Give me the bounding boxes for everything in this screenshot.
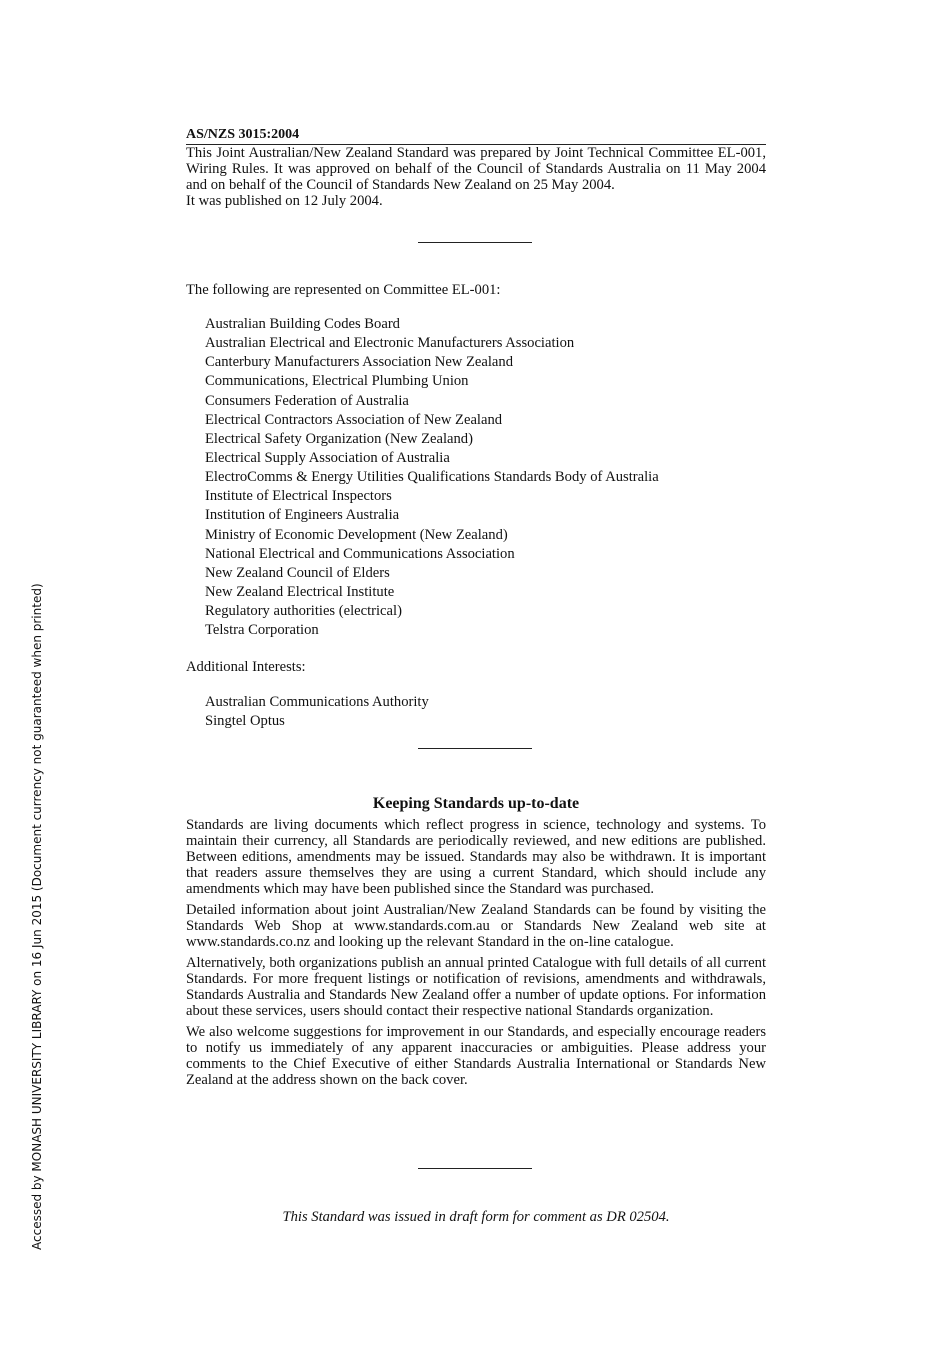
committee-member: Telstra Corporation: [205, 622, 319, 639]
committee-member: Electrical Supply Association of Australia: [205, 449, 450, 466]
section-divider: [418, 748, 532, 749]
keeping-paragraph: Standards are living documents which reflect progress in science, technology and systems. To maintain their currency, all Standards are periodically reviewed, and new editions are published. Between editions, amendments may be issued. Standards may also be withdrawn. It is important that readers assure themselves they are using a current Standard, which should include any amendments which may have been published since the Standard was purchased.: [186, 817, 766, 897]
keeping-paragraph: Alternatively, both organizations publish an annual printed Catalogue with full details of all current Standards. For more frequent listings or notification of revisions, amendments and withdrawals, Standards Australia and Standards New Zealand offer a number of update options. For information about these services, users should contact their respective national Standards organization.: [186, 955, 766, 1019]
committee-member: ElectroComms & Energy Utilities Qualifications Standards Body of Australia: [205, 469, 659, 486]
section-divider: [418, 1168, 532, 1169]
keeping-standards-body: [186, 817, 766, 1088]
access-watermark: Accessed by MONASH UNIVERSITY LIBRARY on 16 Jun 2015 (Document currency not guaranteed when printed): [30, 583, 44, 1250]
section-divider: [418, 242, 532, 243]
committee-member: Electrical Safety Organization (New Zealand): [205, 430, 473, 447]
additional-interest: Singtel Optus: [205, 713, 285, 730]
draft-note: This Standard was issued in draft form for comment as DR 02504.: [282, 1209, 670, 1225]
committee-member: Institute of Electrical Inspectors: [205, 488, 392, 505]
additional-interest: Australian Communications Authority: [205, 694, 429, 710]
keeping-paragraph: Detailed information about joint Australian/New Zealand Standards can be found by visiting the Standards Web Shop at www.standards.com.au or Standards New Zealand web site at www.standards.co.nz and looking up the relevant Standard in the on-line catalogue.: [186, 902, 766, 950]
committee-member: Canterbury Manufacturers Association New Zealand: [205, 354, 513, 371]
approval-paragraph: This Joint Australian/New Zealand Standard was prepared by Joint Technical Committee EL-001, Wiring Rules. It was approved on behalf of the Council of Standards Australia on 11 May 2004 and on behalf of the Council of Standards New Zealand on 25 May 2004.: [186, 145, 766, 193]
committee-member: Institution of Engineers Australia: [205, 507, 400, 524]
committee-member: National Electrical and Communications Association: [205, 545, 515, 562]
committee-member: Australian Building Codes Board: [205, 316, 400, 332]
committee-member: Regulatory authorities (electrical): [205, 603, 402, 620]
committee-member: Australian Electrical and Electronic Manufacturers Association: [205, 335, 575, 352]
committee-member: New Zealand Council of Elders: [205, 564, 390, 581]
approval-section: [186, 145, 766, 209]
additional-interests-heading: Additional Interests:: [186, 659, 306, 675]
committee-member: Consumers Federation of Australia: [205, 392, 409, 409]
document-code-header: AS/NZS 3015:2004: [186, 127, 766, 145]
committee-member: New Zealand Electrical Institute: [205, 583, 395, 600]
committee-member: Ministry of Economic Development (New Zealand): [205, 526, 508, 543]
committee-member: Communications, Electrical Plumbing Union: [205, 373, 469, 390]
committee-intro: The following are represented on Committee EL-001:: [186, 282, 501, 298]
keeping-paragraph: We also welcome suggestions for improvement in our Standards, and especially encourage readers to notify us immediately of any apparent inaccuracies or ambiguities. Please address your comments to the Chief Executive of either Standards Australia International or Standards New Zealand at the address shown on the back cover.: [186, 1024, 766, 1088]
publication-date-line: It was published on 12 July 2004.: [186, 193, 383, 209]
committee-members-list: [205, 315, 659, 640]
keeping-standards-title: Keeping Standards up-to-date: [372, 795, 580, 812]
committee-member: Electrical Contractors Association of New Zealand: [205, 411, 503, 428]
additional-interests-list: [205, 693, 429, 731]
